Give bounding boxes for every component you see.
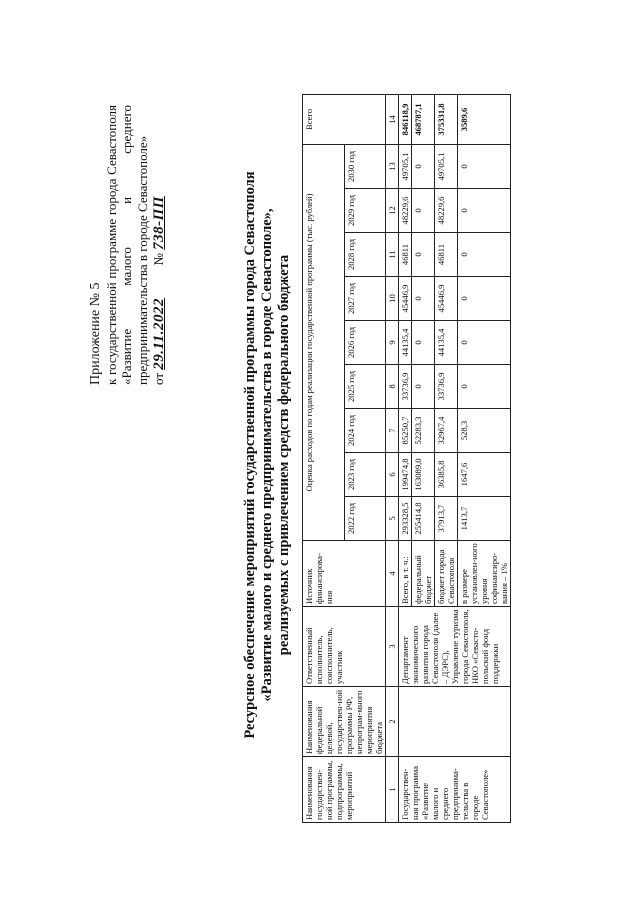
value-cell: 46811 xyxy=(399,233,412,277)
value-cell: 0 xyxy=(458,145,511,189)
value-cell: 0 xyxy=(458,189,511,233)
total-cell: 375331,8 xyxy=(435,95,458,145)
header-year: 2023 год xyxy=(344,453,386,497)
value-cell: 1647,6 xyxy=(458,453,511,497)
column-index: 9 xyxy=(386,321,399,365)
value-cell: 0 xyxy=(412,365,435,409)
title-line-1: Ресурсное обеспечение мероприятий государственной программы города Севастополя xyxy=(242,171,258,739)
column-index: 7 xyxy=(386,409,399,453)
value-cell: 44135,4 xyxy=(399,321,412,365)
column-index: 3 xyxy=(386,607,399,687)
column-index: 11 xyxy=(386,233,399,277)
program-name-cell: Государствен-ная программа «Развитие малого и среднего предпринима-тельства в городе Севастополе» xyxy=(399,757,511,823)
total-cell: 3589,6 xyxy=(458,95,511,145)
appendix-body: к государственной программе города Севастополя «Развитие малого и среднего предпринимательства в городе Севастополе» xyxy=(103,105,150,385)
document-title xyxy=(242,75,293,835)
column-index-row xyxy=(386,95,399,823)
appendix-block xyxy=(88,105,168,385)
source-cell: бюджет города Севастополя xyxy=(435,541,458,607)
executors-cell: Департамент экономического развития города Севастополя (далее – ДЭРС), Управление туризма города Севастополя, НКО «Севасто-польский фонд поддержки xyxy=(399,607,511,687)
column-index: 2 xyxy=(386,687,399,757)
resource-table xyxy=(302,94,511,823)
value-cell: 33736,9 xyxy=(435,365,458,409)
header-year: 2024 год xyxy=(344,409,386,453)
header-executor: Ответственный исполнитель, соисполнитель, участник xyxy=(303,607,386,687)
value-cell: 46811 xyxy=(435,233,458,277)
appendix-date-line xyxy=(151,105,168,385)
number-prefix: № xyxy=(151,253,166,266)
total-cell: 846118,9 xyxy=(399,95,412,145)
date-prefix: от xyxy=(151,372,166,385)
appendix-date: 29.11.2022 xyxy=(151,298,167,370)
value-cell: 32967,4 xyxy=(435,409,458,453)
value-cell: 0 xyxy=(412,145,435,189)
total-cell: 468787,1 xyxy=(412,95,435,145)
header-year: 2028 год xyxy=(344,233,386,277)
value-cell: 0 xyxy=(412,277,435,321)
value-cell: 163089,0 xyxy=(412,453,435,497)
header-federal-program: Наименования федеральной целевой, государствен-ной программы РФ, непрограм-много мероприятия бюджета xyxy=(303,687,386,757)
value-cell: 48229,6 xyxy=(435,189,458,233)
value-cell: 37913,7 xyxy=(435,497,458,541)
value-cell: 36385,8 xyxy=(435,453,458,497)
value-cell: 44135,4 xyxy=(435,321,458,365)
header-estimate: Оценка расходов по годам реализации государственной программы (тыс. рублей) xyxy=(303,145,345,541)
column-index: 8 xyxy=(386,365,399,409)
value-cell: 33736,9 xyxy=(399,365,412,409)
column-index: 6 xyxy=(386,453,399,497)
header-year: 2026 год xyxy=(344,321,386,365)
value-cell: 52283,3 xyxy=(412,409,435,453)
value-cell: 0 xyxy=(458,365,511,409)
value-cell: 0 xyxy=(458,233,511,277)
value-cell: 1413,7 xyxy=(458,497,511,541)
value-cell: 528,3 xyxy=(458,409,511,453)
title-line-2: «Развитие малого и среднего предпринимательства в городе Севастополе», xyxy=(259,208,275,702)
appendix-title: Приложение № 5 xyxy=(88,282,103,385)
column-index: 5 xyxy=(386,497,399,541)
value-cell: 45446,9 xyxy=(399,277,412,321)
appendix-number: 738-ПП xyxy=(151,196,167,250)
header-year: 2022 год xyxy=(344,497,386,541)
header-source: Источник финансирова-ния xyxy=(303,541,386,607)
value-cell: 45446,9 xyxy=(435,277,458,321)
source-cell: Всего, в т. ч.: xyxy=(399,541,412,607)
value-cell: 48229,6 xyxy=(399,189,412,233)
value-cell: 199474,8 xyxy=(399,453,412,497)
value-cell: 293328,5 xyxy=(399,497,412,541)
value-cell: 49705,1 xyxy=(435,145,458,189)
source-cell: в размере установлен-ного уровня софинансиро-вания – 1% xyxy=(458,541,511,607)
column-index: 13 xyxy=(386,145,399,189)
value-cell: 0 xyxy=(412,233,435,277)
header-year: 2025 год xyxy=(344,365,386,409)
header-program-name: Наименования государствен-ной программы, подпрограммы, мероприятий xyxy=(303,757,386,823)
source-cell: федеральный бюджет xyxy=(412,541,435,607)
value-cell: 85250,7 xyxy=(399,409,412,453)
header-year: 2030 год xyxy=(344,145,386,189)
value-cell: 255414,8 xyxy=(412,497,435,541)
table-row-total xyxy=(399,95,412,823)
column-index: 14 xyxy=(386,95,399,145)
header-year: 2027 год xyxy=(344,277,386,321)
title-line-3: реализуемых с привлечением средств федерального бюджета xyxy=(276,254,292,656)
column-index: 10 xyxy=(386,277,399,321)
federal-program-cell xyxy=(399,687,511,757)
value-cell: 49705,1 xyxy=(399,145,412,189)
header-total: Всего xyxy=(303,95,386,145)
header-row-1 xyxy=(303,95,345,823)
column-index: 12 xyxy=(386,189,399,233)
value-cell: 0 xyxy=(458,321,511,365)
column-index: 4 xyxy=(386,541,399,607)
value-cell: 0 xyxy=(458,277,511,321)
value-cell: 0 xyxy=(412,189,435,233)
value-cell: 0 xyxy=(412,321,435,365)
column-index: 1 xyxy=(386,757,399,823)
header-year: 2029 год xyxy=(344,189,386,233)
